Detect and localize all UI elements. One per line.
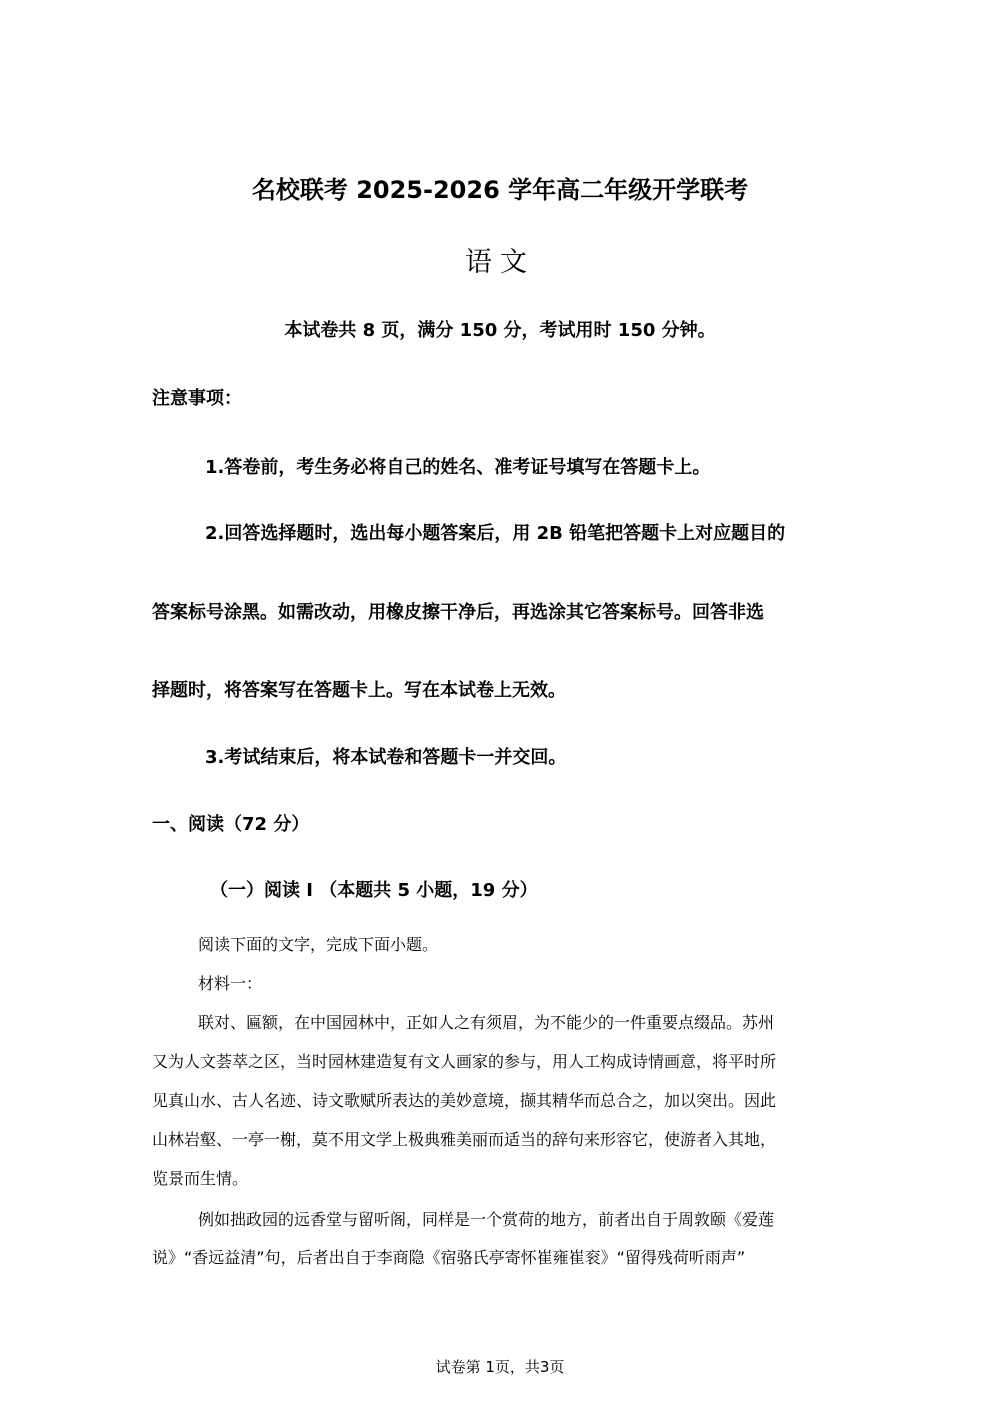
material-label: 材料一：: [198, 974, 263, 993]
paragraph-line: 联对、匾额，在中国园林中，正如人之有须眉，为不能少的一件重要点缀品。苏州: [198, 1013, 775, 1032]
paragraph-line: 说》“香远益清”句，后者出自于李商隐《宿骆氏亭寄怀崔雍崔衮》“留得残荷听雨声”: [152, 1248, 746, 1267]
paragraph-line: 山林岩壑、一亭一榭，莫不用文学上极典雅美丽而适当的辞句来形容它，使游者入其地，: [152, 1130, 777, 1149]
notice-item-2-line-2: 答案标号涂黑。如需改动，用橡皮擦干净后，再选涂其它答案标号。回答非选: [152, 602, 764, 623]
exam-title: 名校联考 2025-2026 学年高二年级开学联考: [251, 176, 749, 204]
page-footer: 试卷第 1页，共3页: [435, 1358, 565, 1376]
subsection-heading: （一）阅读 I （本题共 5 小题，19 分）: [210, 880, 538, 901]
paragraph-line: 又为人文荟萃之区，当时园林建造复有文人画家的参与，用人工构成诗情画意，将平时所: [152, 1052, 777, 1071]
reading-instruction: 阅读下面的文字，完成下面小题。: [198, 935, 439, 954]
notice-heading: 注意事项：: [152, 388, 242, 409]
notice-item-1: 1.答卷前，考生务必将自己的姓名、准考证号填写在答题卡上。: [205, 457, 711, 478]
notice-item-3: 3.考试结束后，将本试卷和答题卡一并交回。: [205, 747, 567, 768]
paper-info: 本试卷共 8 页，满分 150 分，考试用时 150 分钟。: [284, 320, 716, 341]
paragraph-line: 览景而生情。: [152, 1169, 249, 1188]
paragraph-line: 见真山水、古人名迹、诗文歌赋所表达的美妙意境，撷其精华而总合之，加以突出。因此: [152, 1091, 777, 1110]
paragraph-line: 例如拙政园的远香堂与留听阁，同样是一个赏荷的地方，前者出自于周敦颐《爱莲: [198, 1210, 775, 1229]
notice-item-2-line-3: 择题时，将答案写在答题卡上。写在本试卷上无效。: [152, 680, 566, 701]
section-heading: 一、阅读（72 分）: [152, 814, 310, 835]
subject-title: 语文: [465, 247, 535, 278]
notice-item-2-line-1: 2.回答选择题时，选出每小题答案后，用 2B 铅笔把答题卡上对应题目的: [205, 523, 786, 544]
